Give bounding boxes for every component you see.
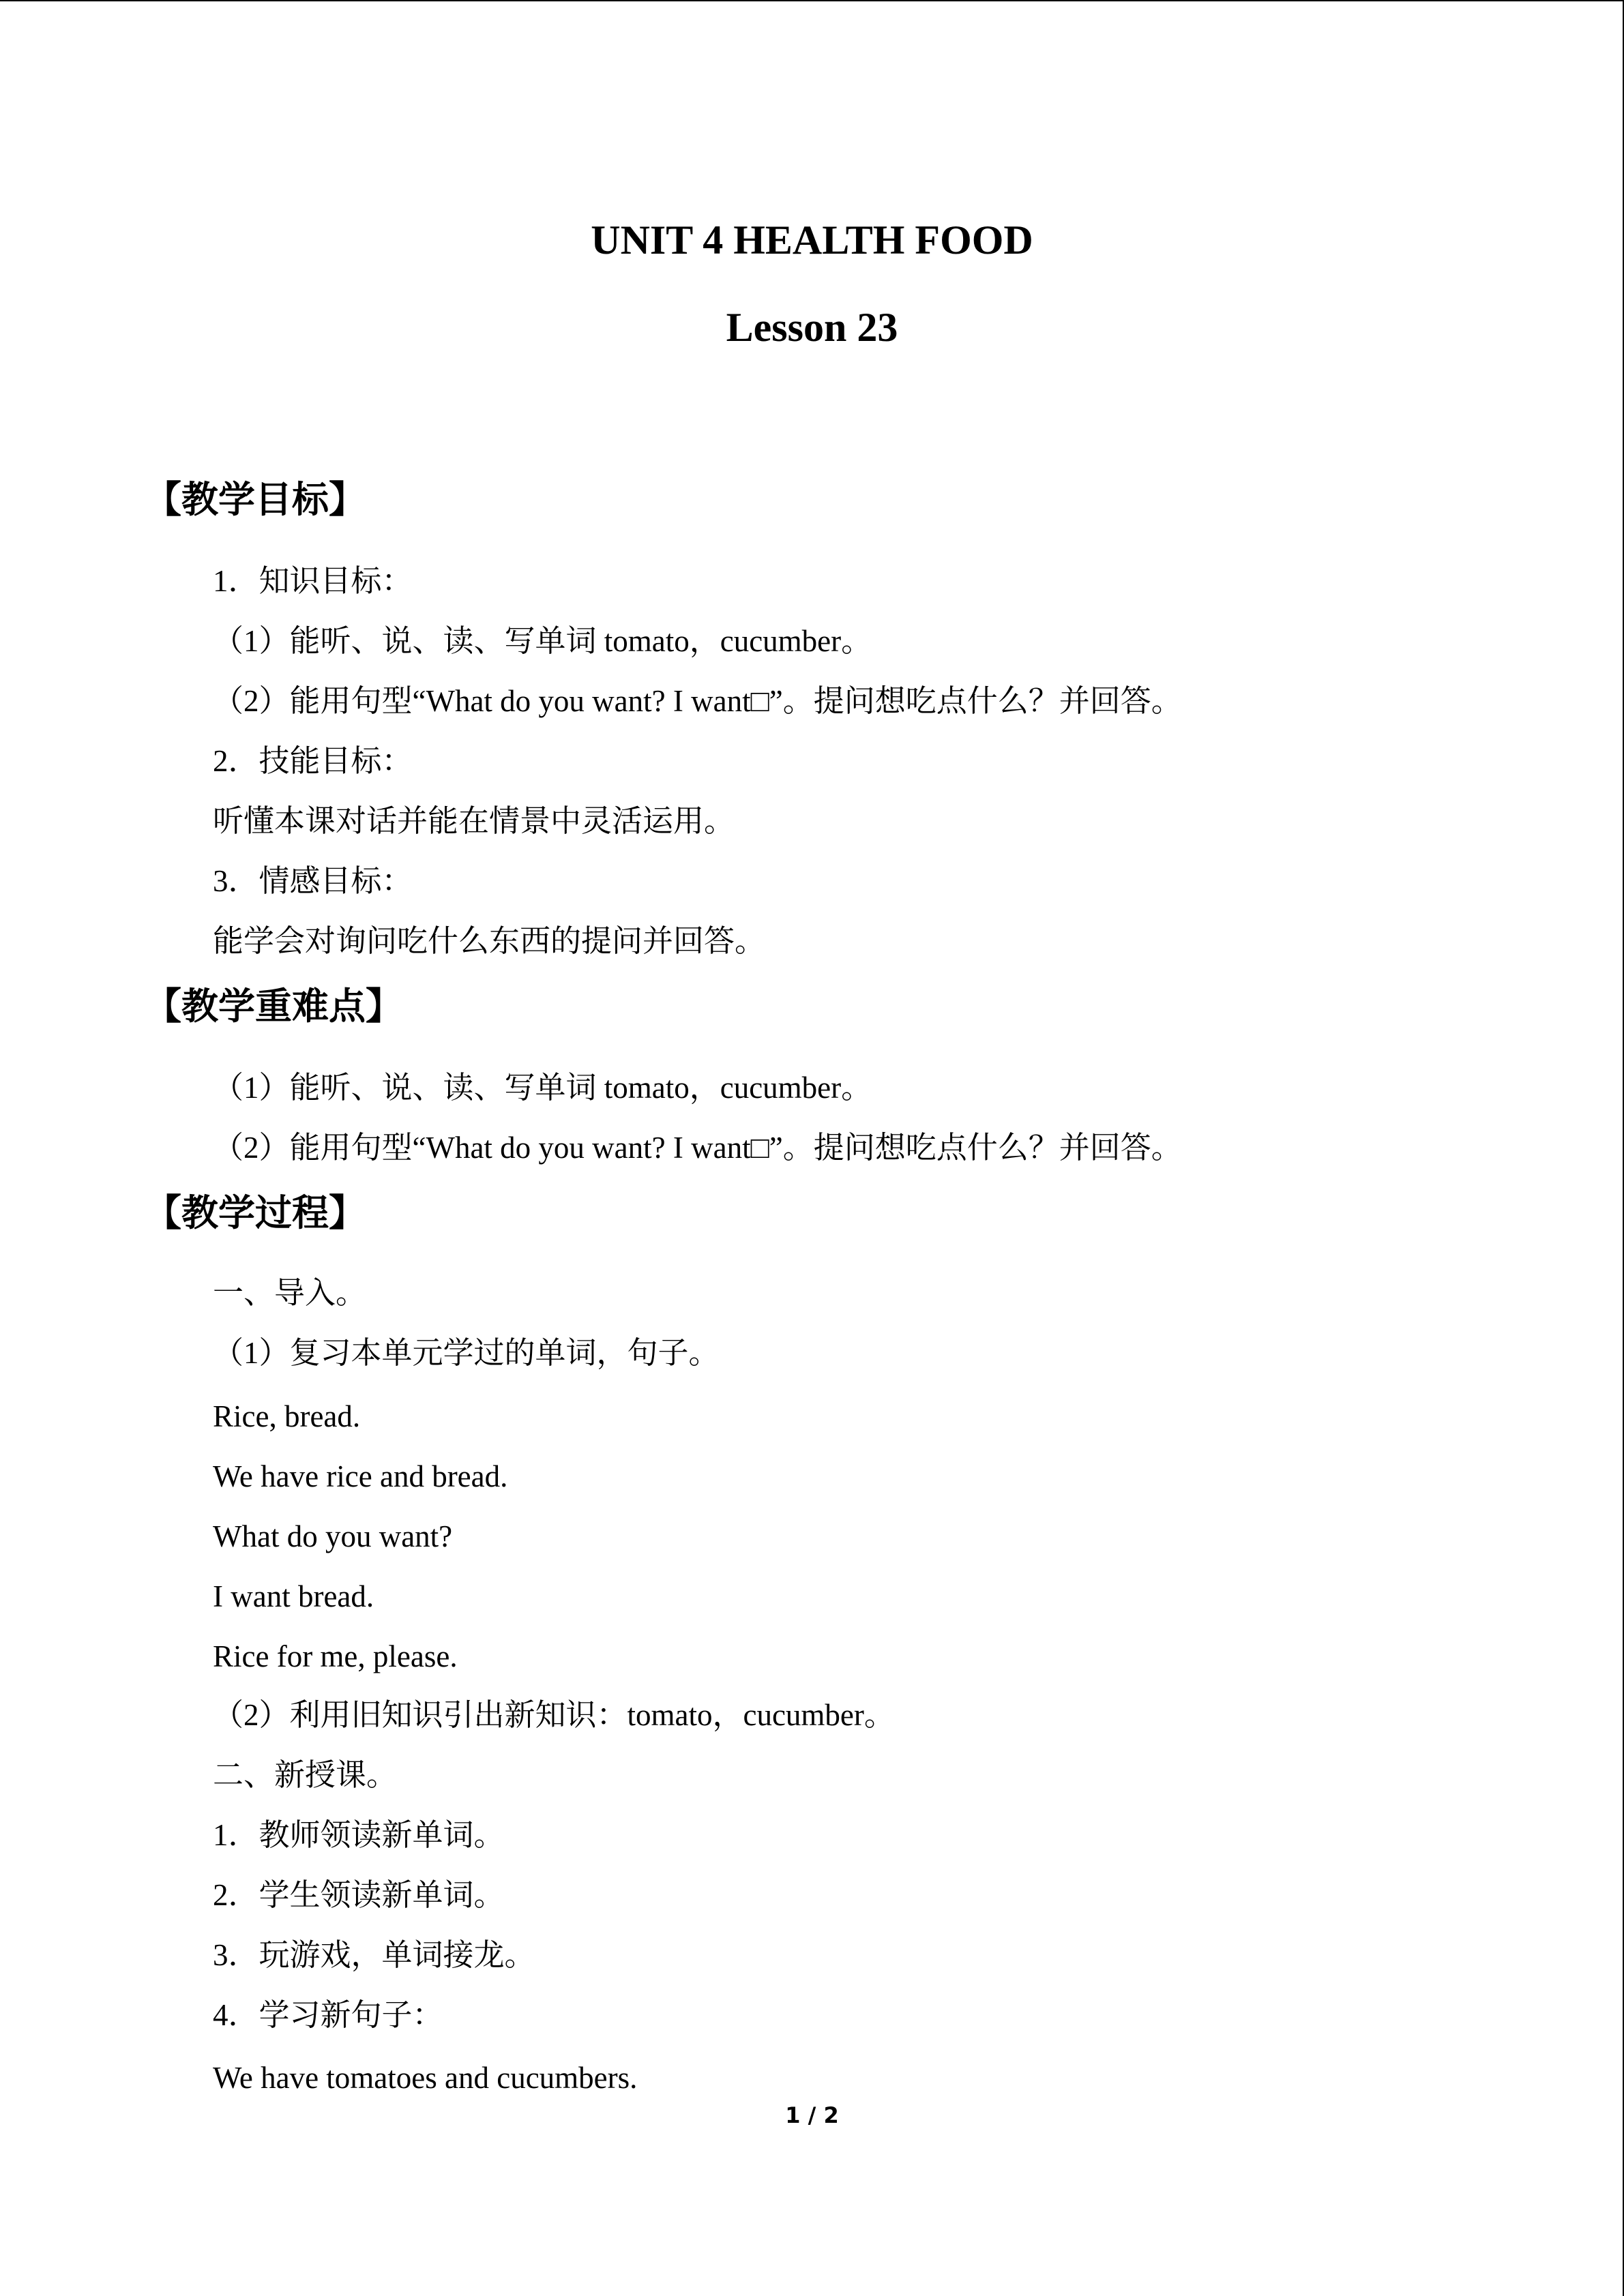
process-line: I want bread. xyxy=(213,1579,374,1613)
process-line: What do you want? xyxy=(213,1519,453,1553)
section-heading-process: 【教学过程】 xyxy=(145,1191,366,1234)
document-subtitle: Lesson 23 xyxy=(726,305,898,350)
objectives-line: 2．技能目标： xyxy=(213,744,413,778)
document-title: UNIT 4 HEALTH FOOD xyxy=(591,218,1033,263)
objectives-line: 3．情感目标： xyxy=(213,864,413,898)
process-line: 一、导入。 xyxy=(213,1276,367,1310)
section-heading-objectives: 【教学目标】 xyxy=(145,478,366,521)
key-points-line: （2）能用句型“What do you want? I want□”。提问想吃点什么？并回答。 xyxy=(213,1131,1182,1165)
process-line: 4．学习新句子： xyxy=(213,1998,443,2032)
process-line: Rice for me, please. xyxy=(213,1639,458,1673)
objectives-line: （1）能听、说、读、写单词 tomato，cucumber。 xyxy=(213,624,872,658)
key-points-line: （1）能听、说、读、写单词 tomato，cucumber。 xyxy=(213,1071,872,1105)
page-number: 1 / 2 xyxy=(785,2102,839,2128)
process-line: We have rice and bread. xyxy=(213,1459,508,1493)
process-line: （2）利用旧知识引出新知识：tomato，cucumber。 xyxy=(213,1698,895,1732)
objectives-line: 能学会对询问吃什么东西的提问并回答。 xyxy=(213,924,766,958)
objectives-line: 1．知识目标： xyxy=(213,564,413,598)
process-line: 2．学生领读新单词。 xyxy=(213,1878,505,1912)
process-line: （1）复习本单元学过的单词，句子。 xyxy=(213,1336,720,1370)
process-line: 1．教师领读新单词。 xyxy=(213,1818,505,1852)
process-line: 二、新授课。 xyxy=(213,1758,398,1792)
process-line: Rice, bread. xyxy=(213,1399,361,1433)
section-heading-key-points: 【教学重难点】 xyxy=(145,985,402,1028)
objectives-line: （2）能用句型“What do you want? I want□”。提问想吃点什么？并回答。 xyxy=(213,684,1182,718)
process-line: We have tomatoes and cucumbers. xyxy=(213,2061,638,2095)
objectives-line: 听懂本课对话并能在情景中灵活运用。 xyxy=(213,804,735,838)
process-line: 3．玩游戏，单词接龙。 xyxy=(213,1938,535,1972)
